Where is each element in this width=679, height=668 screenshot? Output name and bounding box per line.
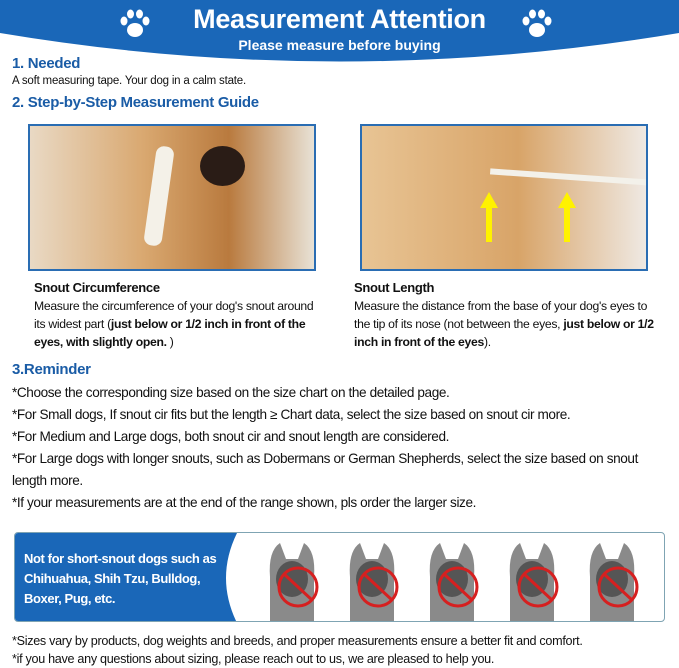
yellow-arrow-icon [558,192,576,242]
caption-end: ) [166,335,174,349]
dog-nose [200,146,245,186]
pug-no-icon [580,537,644,621]
snout-length-photo [360,124,648,271]
caption-title: Snout Circumference [34,280,160,295]
shih-tzu-no-icon [340,537,404,621]
caption-end: ). [483,335,491,349]
measuring-tape [143,145,175,247]
needed-text: A soft measuring tape. Your dog in a calm state. [12,75,246,87]
reminder-list [12,382,672,514]
reminder-item: *For Medium and Large dogs, both snout cir and snout length are considered. [12,429,450,444]
guide-heading: 2. Step-by-Step Measurement Guide [12,94,259,111]
bulldog-no-icon [420,537,484,621]
footer-note: *Sizes vary by products, dog weights and breeds, and proper measurements ensure a better fit and comfort. [12,634,583,648]
reminder-item: *Choose the corresponding size based on the size chart on the detailed page. [12,385,450,400]
boxer-no-icon [500,537,564,621]
caption-title: Snout Length [354,280,435,295]
page-subtitle: Please measure before buying [238,37,441,53]
paw-icon [118,8,152,40]
reminder-heading: 3.Reminder [12,361,91,378]
yellow-arrow-icon [480,192,498,242]
reminder-item: *If your measurements are at the end of the range shown, pls order the larger size. [12,495,476,510]
footer-notes [12,632,583,668]
snout-length-caption [354,279,654,351]
paw-icon [520,8,554,40]
reminder-item: *For Small dogs, If snout cir fits but the length ≥ Chart data, select the size based on snout cir more. [12,407,571,422]
short-snout-warning-banner [14,532,665,622]
measuring-tape [490,168,648,185]
caption-bold: just below or 1/2 inch in front of the eyes [354,317,654,349]
caption-bold: just below or 1/2 inch in front of the eyes, with slightly open. [34,317,306,349]
page-title: Measurement Attention [193,4,486,34]
banner-text: Not for short-snout dogs such as Chihuahua, Shih Tzu, Bulldog, Boxer, Pug, etc. [24,551,217,606]
chihuahua-no-icon [260,537,324,621]
caption-text: Measure the circumference of your dog's snout around its widest part ( [34,299,314,331]
snout-circumference-photo [28,124,316,271]
snout-circumference-caption [34,279,324,351]
caption-text: Measure the distance from the base of your dog's eyes to the tip of its nose (not between the eyes, [354,299,648,331]
reminder-item: *For Large dogs with longer snouts, such as Dobermans or German Shepherds, select the size based on snout length more. [12,451,638,488]
needed-heading: 1. Needed [12,55,81,72]
footer-note: *if you have any questions about sizing, please reach out to us, we are pleased to help you. [12,652,495,666]
